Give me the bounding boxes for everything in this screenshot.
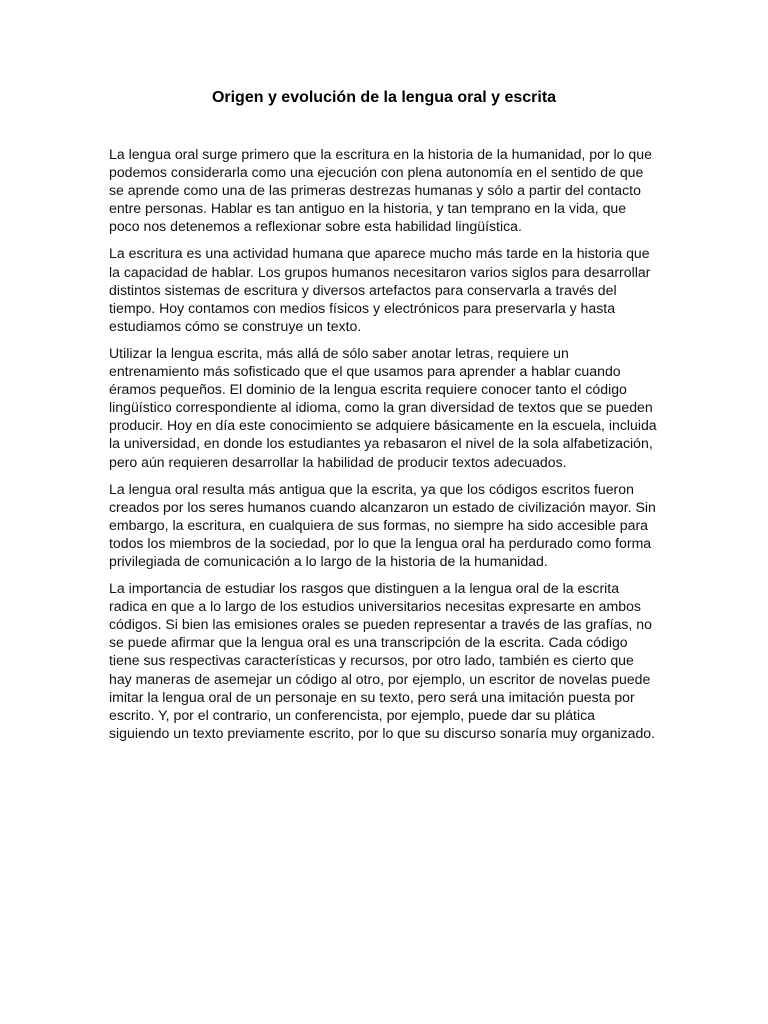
paragraph-4: La lengua oral resulta más antigua que la escrita, ya que los códigos escritos fueron creados por los seres humanos cuando alcanzaron un estado de civilización mayor. Sin embargo, la escritura, en cualquiera de sus formas, no siempre ha sido accesible para todos los miembros de la sociedad, por lo que la lengua oral ha perdurado como forma privilegiada de comunicación a lo largo de la historia de la humanidad. [109,480,656,569]
document-title: Origen y evolución de la lengua oral y escrita [211,89,557,106]
document-body [109,145,657,751]
paragraph-5: La importancia de estudiar los rasgos que distinguen a la lengua oral de la escrita radica en que a lo largo de los estudios universitarios necesitas expresarte en ambos códigos. Si bien las emisiones orales se pueden representar a través de las grafías, no se puede afirmar que la lengua oral es una transcripción de la escrita. Cada código tiene sus respectivas características y recursos, por otro lado, también es cierto que hay maneras de asemejar un código al otro, por ejemplo, un escritor de novelas puede imitar la lengua oral de un personaje en su texto, pero será una imitación puesta por escrito. Y, por el contrario, un conferencista, por ejemplo, puede dar su plática siguiendo un texto previamente escrito, por lo que su discurso sonaría muy organizado. [109,580,656,741]
paragraph-3: Utilizar la lengua escrita, más allá de sólo saber anotar letras, requiere un entrenamiento más sofisticado que el que usamos para aprender a hablar cuando éramos pequeños. El dominio de la lengua escrita requiere conocer tanto el código lingüístico correspondiente al idioma, como la gran diversidad de textos que se pueden producir. Hoy en día este conocimiento se adquiere básicamente en la escuela, incluida la universidad, en donde los estudiantes ya rebasaron el nivel de la sola alfabetización, pero aún requieren desarrollar la habilidad de producir textos adecuados. [109,344,657,470]
paragraph-2: La escritura es una actividad humana que aparece mucho más tarde en la historia que la capacidad de hablar. Los grupos humanos necesitaron varios siglos para desarrollar distintos sistemas de escritura y diversos artefactos para conservarla a través del tiempo. Hoy contamos con medios físicos y electrónicos para preservarla y hasta estudiamos cómo se construye un texto. [109,245,651,334]
paragraph-1: La lengua oral surge primero que la escritura en la historia de la humanidad, por lo que podemos considerarla como una ejecución con plena autonomía en el sentido de que se aprende como una de las primeras destrezas humanas y sólo a partir del contacto entre personas. Hablar es tan antiguo en la historia, y tan temprano en la vida, que poco nos detenemos a reflexionar sobre esta habilidad lingüística. [109,146,652,235]
